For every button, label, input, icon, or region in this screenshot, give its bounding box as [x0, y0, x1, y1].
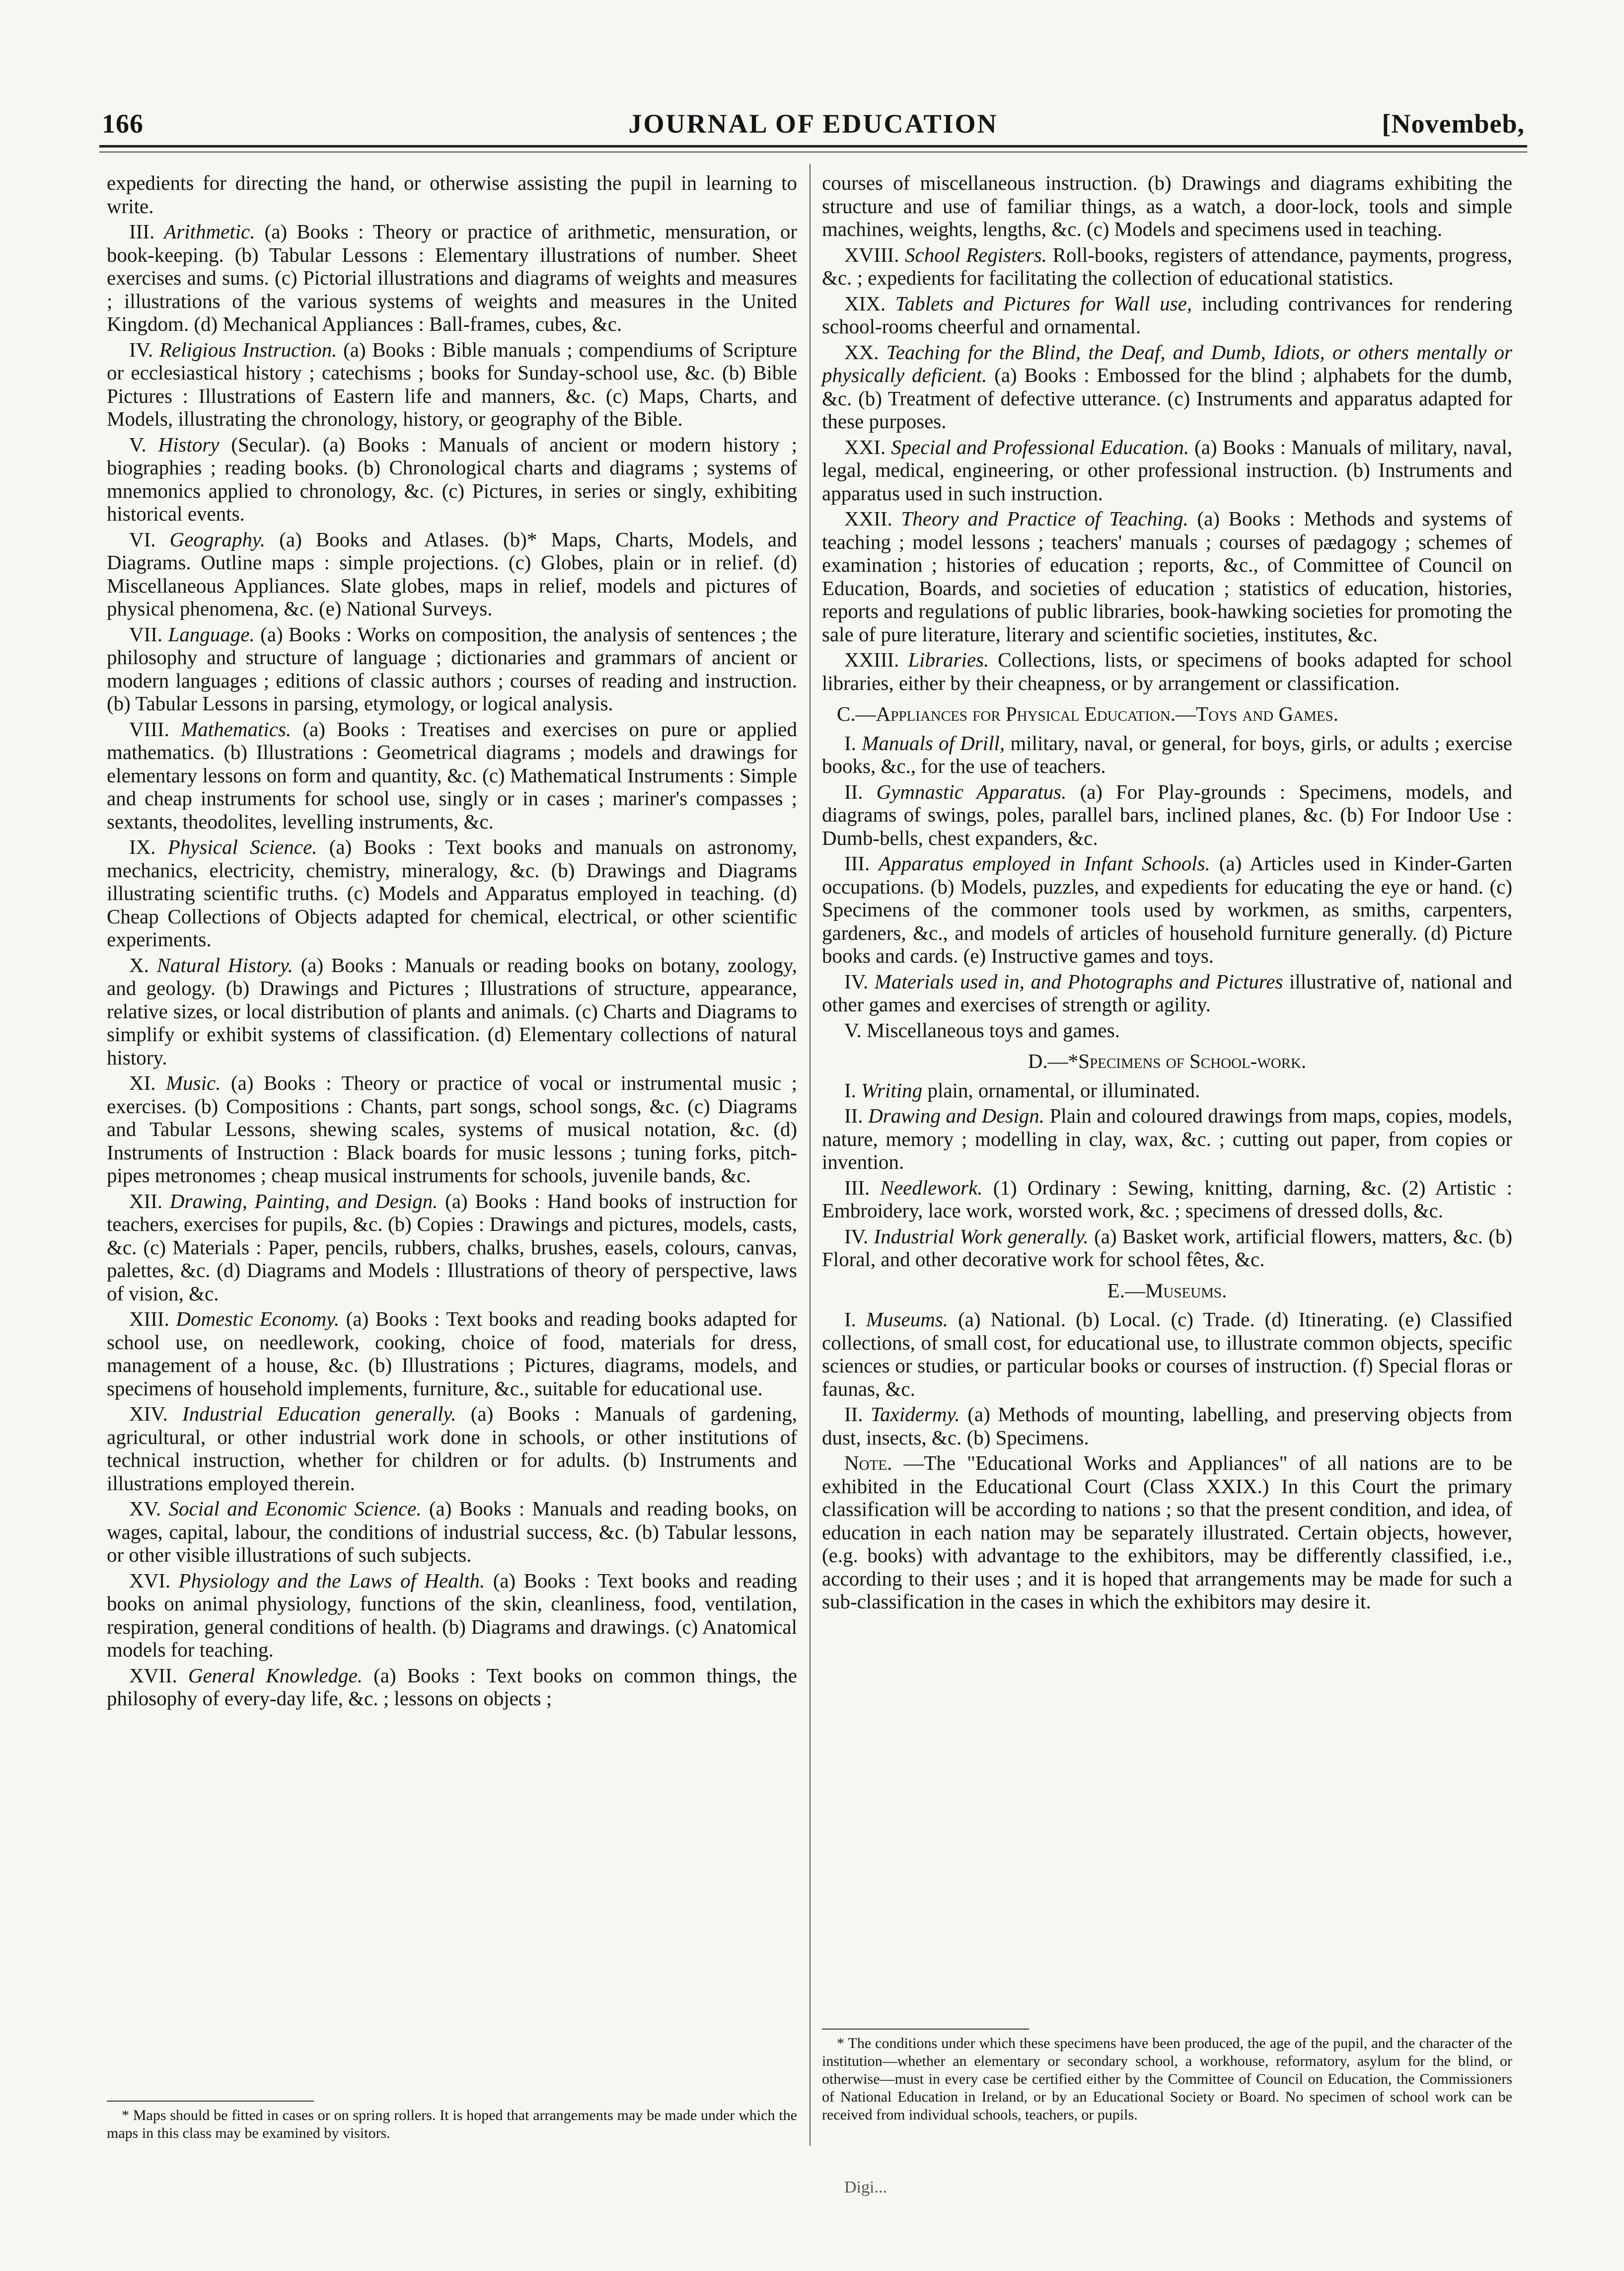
item-text: (a) Books : Manuals of gardening, agricultural, or other industrial work done in schools, or other institutions of technical instruction, whether for children or for adults. (b) Instruments and illustrations employed therein.: [107, 1402, 797, 1495]
item-title: Drawing and Design.: [868, 1104, 1044, 1127]
paragraph: [822, 1308, 1512, 1400]
item-title: Language.: [168, 622, 255, 646]
item-title: Mathematics.: [181, 717, 292, 741]
paragraph: [822, 1403, 1512, 1449]
item-title: Music.: [166, 1071, 221, 1094]
paragraph: [822, 243, 1512, 290]
item-text: military, naval, or general, for boys, girls, or adults ; exercise books, &c., for the use of teachers.: [822, 731, 1512, 777]
item-number: VI.: [129, 528, 156, 551]
paragraph: [822, 970, 1512, 1016]
paragraph: [822, 1104, 1512, 1174]
item-text: —The "Educational Works and Appliances" of all nations are to be exhibited in the Educational Court (Class XXIX.) In this Court the primary classification will be according to nations ; so that the present condition, and idea, of education in each nation may be separately illustrated. Certain objects, however, (e.g. books) with advantage to the exhibitors, may be differently classified, i.e., according to their uses ; and it is hoped that arrangements may be made for such a sub-classification in the cases in which the exhibitors may desire it.: [822, 1451, 1513, 1613]
right-column: [822, 171, 1512, 2099]
item-text: (a) Books : Theory or practice of vocal or instrumental music ; exercises. (b) Compositions : Chants, part songs, school songs, &c. (c) Diagrams and Tabular Lessons, shewing scales, systems of musical notation, &c. (d) Instruments of Instruction : Black boards for music lessons ; tuning forks, pitch-pipes metronomes ; cheap musical instruments for schools, juvenile bands, &c.: [107, 1071, 797, 1187]
item-number: V.: [844, 1018, 862, 1042]
item-text: (a) Books : Methods and systems of teaching ; model lessons ; teachers' manuals ; courses of pædagogy ; schemes of examination ; histories of education ; reports, &c., of Committee of Council on Education, Boards, and societies of education ; statistics of education, histories, reports and regulations of public libraries, book-hawking societies for promoting the sale of pure literature, literary and scientific societies, institutes, &c.: [822, 507, 1513, 646]
item-number: III.: [844, 852, 870, 875]
item-title: Writing: [861, 1078, 923, 1102]
item-title: History: [158, 433, 220, 456]
item-text: (a) Books : Theory or practice of arithmetic, mensuration, or book-keeping. (b) Tabular Lessons : Elementary illustrations of number. Sheet exercises and sums. (c) Pictorial illustrations and diagrams of weights and measures ; illustrations of the various systems of weights and measures in the United Kingdom. (d) Mechanical Appliances : Ball-frames, cubes, &c.: [107, 220, 798, 335]
item-text: (a) Books : Bible manuals ; compendiums of Scripture or ecclesiastical history ; catechisms ; books for Sunday-school use, &c. (b) Bible Pictures : Illustrations of Eastern life and manners, &c. (c) Maps, Charts, and Models, illustrating the chronology, history, or geography of the Bible.: [107, 338, 798, 430]
issue-month: [Novembeb,: [1382, 109, 1525, 139]
paragraph: [822, 648, 1512, 694]
paragraph: [107, 1071, 797, 1187]
item-text: (a) For Play-grounds : Specimens, models, and diagrams of swings, poles, parallel bars, inclined planes, &c. (b) For Indoor Use : Dumb-bells, chest expanders, &c.: [822, 780, 1513, 849]
paragraph: [107, 623, 797, 715]
paragraph: [107, 171, 797, 218]
paragraph: [822, 732, 1512, 778]
item-number: IV.: [844, 1224, 869, 1248]
journal-title: JOURNAL OF EDUCATION: [628, 109, 998, 139]
item-number: XXI.: [844, 435, 886, 458]
item-text: (a) Books : Text books and manuals on astronomy, mechanics, electricity, chemistry, mineralogy, &c. (b) Drawings and Diagrams illustrating scientific truths. (c) Models and Apparatus employed in teaching. (d) Cheap Collections of Objects adapted for chemical, electrical, or other scientific experiments.: [107, 835, 797, 951]
item-number: VII.: [129, 622, 163, 646]
paragraph: [822, 852, 1512, 968]
item-text: Collections, lists, or specimens of books adapted for school libraries, either by their cheapness, or by arrangement or classification.: [822, 648, 1513, 694]
section-heading: C.—Appliances for Physical Education.—Toys and Games.: [837, 702, 1338, 725]
paragraph: [822, 171, 1512, 241]
item-number: IV.: [129, 338, 153, 361]
right-footnote-block: [822, 2022, 1512, 2124]
item-number: IV.: [844, 970, 869, 993]
item-title: Museums.: [866, 1308, 949, 1331]
item-title: Materials used in, and Photographs and Pictures: [874, 970, 1283, 993]
item-text: (a) Articles used in Kinder-Garten occupations. (b) Models, puzzles, and expedients for educating the eye or hand. (c) Specimens of the commoner tools used by workmen, as smiths, carpenters, gardeners, &c., and models of articles of household furniture generally. (d) Picture books and cards. (e) Instructive games and toys.: [822, 852, 1513, 967]
item-title: Special and Professional Education.: [891, 435, 1189, 458]
item-text: (a) Books : Text books on common things, the philosophy of every-day life, &c. ; lessons on objects ;: [107, 1664, 798, 1710]
paragraph: [107, 1569, 797, 1662]
header-rule-thin: [99, 151, 1527, 152]
item-text: (a) Books : Hand books of instruction for teachers, exercises for pupils, &c. (b) Copies : Drawings and pictures, models, casts, &c. (c) Materials : Paper, pencils, rubbers, chalks, brushes, easels, colours, canvas, palettes, &c. (d) Diagrams and Models : Illustrations of theory of perspective, laws of vision, &c.: [107, 1189, 797, 1305]
running-header: [102, 84, 1525, 139]
item-text: (a) National. (b) Local. (c) Trade. (d) Itinerating. (e) Classified collections, of small cost, for educational use, to illustrate common objects, specific sciences or studies, or particular books or courses of instruction. (f) Special floras or faunas, &c.: [822, 1308, 1512, 1400]
section-heading: E.—Museums.: [1107, 1279, 1227, 1302]
page-signature: Digi...: [844, 2178, 887, 2196]
paragraph: [107, 718, 797, 833]
paragraph: [822, 1176, 1512, 1222]
paragraph: [107, 338, 797, 431]
item-title: Physiology and the Laws of Health.: [178, 1569, 485, 1592]
item-text: (a) Methods of mounting, labelling, and preserving objects from dust, insects, &c. (b) Specimens.: [822, 1403, 1513, 1449]
item-text: (a) Basket work, artificial flowers, matters, &c. (b) Floral, and other decorative work for school fêtes, &c.: [822, 1224, 1513, 1271]
item-number: XXII.: [844, 507, 892, 530]
item-text: (a) Books : Text books and reading books on animal physiology, functions of the skin, cleanliness, food, ventilation, respiration, general conditions of health. (b) Diagrams and drawings. (c) Anatomical models for teaching.: [107, 1569, 797, 1661]
item-number: I.: [844, 1078, 856, 1102]
item-title: Tablets and Pictures for Wall use,: [895, 292, 1192, 315]
item-text: (a) Books : Works on composition, the analysis of sentences ; the philosophy and structure of language ; dictionaries and grammars of ancient or modern languages ; editions of classic authors ; courses of reading and instruction. (b) Tabular Lessons in parsing, etymology, or logical analysis.: [107, 622, 798, 715]
item-text: Miscellaneous toys and games.: [866, 1018, 1120, 1042]
item-title: Needlework.: [880, 1176, 983, 1199]
item-title: Teaching for the Blind, the Deaf, and Dumb, Idiots, or others mentally or physically deficient.: [822, 340, 1513, 386]
item-title: Gymnastic Apparatus.: [876, 780, 1067, 803]
item-number: V.: [129, 433, 147, 456]
item-number: XIV.: [129, 1402, 168, 1425]
paragraph: [822, 436, 1512, 505]
item-number: XVI.: [129, 1569, 171, 1592]
section-heading: D.—*Specimens of School-work.: [1028, 1050, 1307, 1072]
item-text: (a) Books : Treatises and exercises on pure or applied mathematics. (b) Illustrations : Geometrical diagrams ; models and drawings for elementary lessons on form and quantity, &c. (c) Mathematical Instruments : Simple and cheap instruments for school use, singly or in cases ; mariner's compasses ; sextants, theodolites, levelling instruments, &c.: [107, 717, 797, 833]
item-text: expedients for directing the hand, or otherwise assisting the pupil in learning to write.: [107, 171, 797, 218]
item-text: including contrivances for rendering school-rooms cheerful and ornamental.: [822, 292, 1513, 338]
item-text: (a) Books : Manuals of military, naval, legal, medical, engineering, or other professional instruction. (b) Instruments and apparatus used in such instruction.: [822, 435, 1513, 505]
item-number: II.: [844, 780, 863, 803]
paragraph: [107, 1402, 797, 1495]
paragraph: [822, 507, 1512, 646]
paragraph: [822, 1451, 1512, 1613]
item-text: (a) Books : Manuals or reading books on botany, zoology, and geology. (b) Drawings and Pictures ; Illustrations of structure, appearance, relative sizes, or local distribution of plants and animals. (c) Charts and Diagrams to simplify or exhibit systems of classification. (d) Elementary collections of natural history.: [107, 953, 798, 1069]
right-footnote: * The conditions under which these specimens have been produced, the age of the pupil, and the character of the institution—whether an elementary or secondary school, a workhouse, reformatory, asylum for the blind, or otherwise—must in every case be certified either by the Committee of Council on Education, the Commissioners of National Education in Ireland, or by an Educational Society or Board. No specimen of school work can be received from individual schools, teachers, or pupils.: [822, 2035, 1512, 2123]
item-title: Theory and Practice of Teaching.: [901, 507, 1188, 530]
item-text: (a) Books : Text books and reading books adapted for school use, on needlework, cooking, choice of food, materials for dress, management of a house, &c. (b) Illustrations ; Pictures, diagrams, models, and specimens of household implements, furniture, &c., suitable for educational use.: [107, 1307, 798, 1400]
item-title: Geography.: [169, 528, 266, 551]
column-divider: [810, 164, 811, 2146]
left-footnote-block: [107, 2094, 797, 2142]
item-text: (Secular). (a) Books : Manuals of ancient or modern history ; biographies ; reading books. (b) Chronological charts and diagrams ; systems of mnemonics applied to chronology, &c. (c) Pictures, in series or singly, exhibiting historical events.: [107, 433, 797, 525]
left-column: [107, 171, 797, 2099]
paragraph: [107, 220, 797, 336]
paragraph: [107, 1190, 797, 1305]
item-title: Drawing, Painting, and Design.: [169, 1189, 438, 1212]
item-number: I.: [844, 731, 856, 755]
item-number: IX.: [129, 835, 156, 858]
paragraph: [822, 780, 1512, 850]
header-rule: [99, 145, 1527, 148]
footnote-rule: [822, 2029, 1029, 2030]
item-title: Physical Science.: [167, 835, 317, 858]
paragraph: [107, 954, 797, 1069]
page-number: 166: [102, 109, 144, 139]
item-number: XII.: [129, 1189, 163, 1212]
paragraph: [107, 528, 797, 620]
item-text: courses of miscellaneous instruction. (b) Drawings and diagrams exhibiting the structure and use of familiar things, as a watch, a door-lock, tools and simple machines, weights, lengths, &c. (c) Models and specimens used in teaching.: [822, 171, 1512, 240]
paragraph: [822, 292, 1512, 338]
item-text: illustrative of, national and other games and exercises of strength or agility.: [822, 970, 1512, 1016]
item-title: Domestic Economy.: [176, 1307, 340, 1330]
item-number: III.: [844, 1176, 870, 1199]
item-number: X.: [129, 953, 149, 977]
item-number: VIII.: [129, 717, 169, 741]
paragraph: [107, 1307, 797, 1400]
item-number: II.: [844, 1403, 863, 1426]
item-number: XV.: [129, 1497, 161, 1520]
item-text: plain, ornamental, or illuminated.: [922, 1078, 1200, 1102]
item-title: Arithmetic.: [164, 220, 255, 243]
item-title: Industrial Education generally.: [182, 1402, 456, 1425]
item-title: Social and Economic Science.: [168, 1497, 422, 1520]
paragraph: [822, 1079, 1512, 1102]
item-number: III.: [129, 220, 155, 243]
paragraph: [822, 1019, 1512, 1042]
item-text: Plain and coloured drawings from maps, copies, models, nature, memory ; modelling in clay, wax, &c. ; cutting out paper, from copies or invention.: [822, 1104, 1512, 1173]
item-number: I.: [844, 1308, 856, 1331]
paragraph: [107, 835, 797, 951]
paragraph: [822, 1225, 1512, 1271]
item-title: School Registers.: [905, 243, 1047, 266]
paragraph: [107, 433, 797, 526]
footnote-rule: [107, 2101, 314, 2102]
item-number: XI.: [129, 1071, 156, 1094]
paragraph: [107, 1664, 797, 1710]
item-title: Manuals of Drill,: [862, 731, 1005, 755]
paragraph: [107, 1497, 797, 1567]
item-text: (1) Ordinary : Sewing, knitting, darning, &c. (2) Artistic : Embroidery, lace work, worsted work, &c. ; specimens of dressed dolls, &c.: [822, 1176, 1513, 1222]
item-number: XVII.: [129, 1664, 177, 1687]
paragraph: [822, 341, 1512, 433]
item-number: XIII.: [129, 1307, 169, 1330]
item-number: XX.: [844, 340, 879, 364]
item-text: Roll-books, registers of attendance, payments, progress, &c. ; expedients for facilitating the collection of educational statistics.: [822, 243, 1513, 289]
item-title: Religious Instruction.: [159, 338, 337, 361]
item-text: (a) Books and Atlases. (b)* Maps, Charts, Models, and Diagrams. Outline maps : simple projections. (c) Globes, plain or in relief. (d) Miscellaneous Appliances. Slate globes, maps in relief, models and pictures of physical phenomena, &c. (e) National Surveys.: [107, 528, 798, 620]
item-title: Natural History.: [156, 953, 293, 977]
item-number: XXIII.: [844, 648, 899, 671]
item-text: (a) Books : Embossed for the blind ; alphabets for the dumb, &c. (b) Treatment of defective utterance. (c) Instruments and apparatus adapted for these purposes.: [822, 364, 1512, 433]
item-text: (a) Books : Manuals and reading books, on wages, capital, labour, the conditions of industrial success, &c. (b) Tabular lessons, or other visible illustrations of such subjects.: [107, 1497, 797, 1566]
item-title: Industrial Work generally.: [874, 1224, 1089, 1248]
item-number: XIX.: [844, 292, 886, 315]
item-title: Libraries.: [908, 648, 989, 671]
left-footnote: * Maps should be fitted in cases or on spring rollers. It is hoped that arrangements may be made under which the maps in this class may be examined by visitors.: [107, 2107, 797, 2141]
item-title: Apparatus employed in Infant Schools.: [879, 852, 1210, 875]
item-number: II.: [844, 1104, 863, 1127]
item-number: XVIII.: [844, 243, 899, 266]
item-title: Taxidermy.: [871, 1403, 960, 1426]
item-title: General Knowledge.: [188, 1664, 363, 1687]
item-number: Note.: [844, 1451, 892, 1474]
